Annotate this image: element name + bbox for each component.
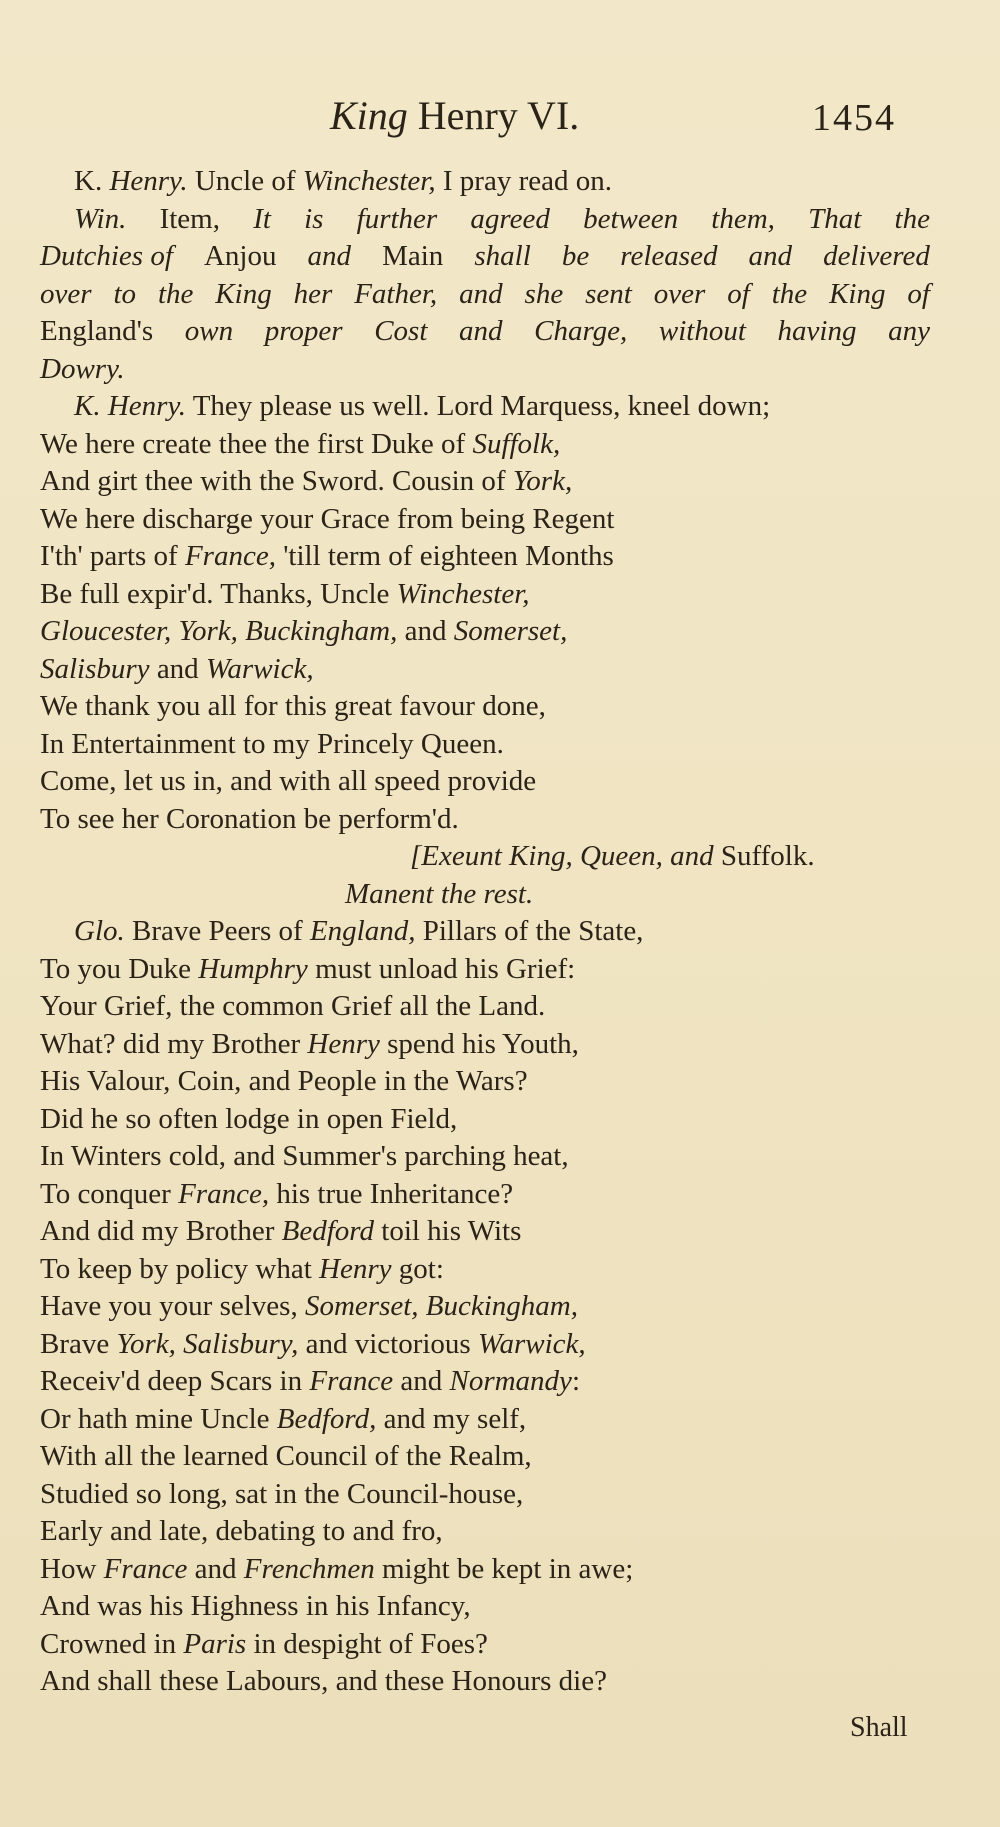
text-segment: Main [382,240,444,272]
text-segment: she [524,277,564,310]
text-segment: and victorious [298,1327,478,1360]
text-line [40,1213,930,1251]
text-segment: And girt thee with the Sword. Cousin of [40,465,513,497]
text-segment: Bedford [281,1215,375,1247]
text-line [40,801,930,839]
text-line [40,1138,930,1176]
play-text [40,163,930,1701]
text-segment: Pillars of the State, [415,915,644,947]
text-segment: Henry [319,1252,392,1285]
running-header [0,92,1000,152]
text-segment: Warwick, [205,652,314,685]
text-segment: Have you your selves, [40,1290,305,1322]
text-segment: I pray read on. [435,165,612,197]
text-line [40,351,930,389]
text-line [40,1476,930,1514]
text-segment: and my self, [376,1402,527,1435]
text-segment: any [888,315,930,347]
text-segment: [Exeunt King, Queen, and [410,840,714,872]
text-segment: having [777,315,857,347]
text-line [40,1663,930,1701]
text-segment: Winchester, [302,165,436,197]
text-segment: Frenchmen [243,1552,375,1585]
text-segment: the [157,277,194,310]
text-segment: Win. [74,202,127,235]
text-segment: his true Inheritance? [269,1177,514,1210]
text-segment: Crowned in [40,1627,184,1660]
text-segment: between [583,202,679,235]
text-line [40,201,930,239]
text-line [40,688,930,726]
text-segment: proper [264,315,343,347]
text-segment: Somerset, Buckingham, [304,1290,578,1322]
text-segment: her [293,277,333,310]
text-segment: Bedford, [276,1402,377,1435]
catchword: Shall [850,1712,908,1743]
text-line [40,951,930,989]
text-segment: over [653,277,706,310]
text-segment: England's [40,315,154,347]
text-segment: further [356,202,438,235]
text-segment: Glo. [74,915,125,947]
text-segment: 'till term of eighteen Months [275,540,614,572]
text-line [40,538,930,576]
text-segment: K. Henry. [74,390,186,422]
text-segment: Uncle of [187,165,303,197]
text-line [40,1513,930,1551]
text-segment: France [103,1552,188,1585]
text-segment: and [187,1552,244,1585]
text-segment: France, [178,1177,270,1210]
text-line [40,501,930,539]
text-segment: France, [184,540,276,572]
text-segment: Suffolk. [713,840,815,872]
text-segment: Studied so long, sat in the Council-house, [40,1477,524,1510]
text-segment: Brave Peers of [124,915,310,947]
text-line [40,1251,930,1289]
text-line [40,388,930,426]
text-segment: It [253,202,271,235]
text-segment: might be kept in awe; [374,1552,634,1585]
text-segment: and [397,615,454,647]
text-segment: To see her Coronation be perform'd. [40,802,459,835]
text-segment: and [307,240,352,272]
text-line [40,876,930,914]
text-segment: be [561,240,590,272]
text-line [40,1063,930,1101]
text-segment: and [459,277,503,310]
text-segment: Early and late, debating to and fro, [40,1515,443,1547]
text-segment: and [393,1365,450,1397]
text-segment: Your Grief, the common Grief all the Land. [40,990,546,1022]
text-line [40,276,930,314]
text-segment: How [40,1552,104,1585]
text-segment: and [149,652,206,685]
text-segment: They please us well. Lord Marquess, kneel down; [185,390,771,422]
text-line [40,613,930,651]
text-segment: We here discharge your Grace from being Regent [40,502,615,535]
text-segment: them, [711,202,775,235]
text-segment: of [727,277,750,310]
text-segment: delivered [823,240,930,272]
text-segment: That [808,202,862,235]
text-segment: And did my Brother [40,1215,282,1247]
text-segment: to [113,277,137,310]
text-segment: Cost [374,315,428,347]
text-segment: Suffolk, [472,427,561,460]
text-line [40,726,930,764]
text-segment: without [658,315,746,347]
text-line [40,988,930,1026]
text-segment: Manent the rest. [345,877,534,910]
text-line [40,1176,930,1214]
text-segment: in despight of Foes? [246,1627,488,1660]
text-segment: France [309,1365,394,1397]
text-line [40,1588,930,1626]
text-segment: Normandy [449,1365,572,1397]
text-segment: Item, [159,202,220,235]
text-segment: Somerset, [453,615,568,647]
text-segment: England, [309,915,416,947]
running-title-italic: King [330,93,408,138]
text-line [40,163,930,201]
text-line [40,1026,930,1064]
text-line [40,426,930,464]
text-line [40,238,930,276]
text-segment: We thank you all for this great favour done, [40,690,546,722]
text-line [40,576,930,614]
text-segment: Charge, [534,315,628,347]
text-segment: Or hath mine Uncle [40,1402,277,1435]
text-segment: And shall these Labours, and these Honours die? [40,1665,607,1697]
text-segment: To you Duke [40,952,199,985]
text-segment: To keep by policy what [40,1252,320,1285]
text-segment: and [459,315,503,347]
text-line [40,463,930,501]
text-segment: and [748,240,793,272]
text-line [40,313,930,351]
text-segment: released [620,240,718,272]
text-segment: Anjou [203,240,277,272]
text-segment: of [907,277,930,310]
text-line [40,1101,930,1139]
text-segment: own [184,315,234,347]
text-line [40,1288,930,1326]
text-line [40,651,930,689]
text-segment: Humphry [198,952,308,985]
text-segment: is [304,202,324,235]
text-segment: got: [391,1252,444,1285]
text-segment: the [894,202,930,235]
text-segment: King [215,277,272,310]
text-segment: With all the learned Council of the Realm, [40,1440,532,1472]
text-segment: Father, [354,277,438,310]
page-number: 1454 [812,97,896,139]
text-line [40,838,930,876]
text-segment: His Valour, Coin, and People in the Wars? [40,1065,528,1097]
text-segment: over [40,277,92,310]
text-segment: agreed [470,202,550,235]
text-segment: York, Salisbury, [116,1327,299,1360]
text-segment: Receiv'd deep Scars in [40,1365,310,1397]
running-title [330,92,579,139]
text-line [40,1326,930,1364]
text-segment: shall [474,240,531,272]
text-segment: Did he so often lodge in open Field, [40,1102,458,1135]
text-segment: K. [74,165,110,197]
running-title-roman: Henry VI. [407,93,580,138]
text-line [40,1438,930,1476]
text-segment: Brave [40,1327,117,1360]
text-segment: Henry. [109,165,188,197]
text-segment: Warwick, [477,1327,586,1360]
text-segment: the [771,277,808,310]
text-segment: Henry [307,1027,380,1060]
text-segment: Gloucester, York, Buckingham, [40,615,398,647]
text-segment: Be full expir'd. Thanks, Uncle [40,577,397,610]
text-segment: must unload his Grief: [307,952,576,985]
text-line [40,1401,930,1439]
text-line [40,1626,930,1664]
text-segment: King [829,277,886,310]
text-segment: In Entertainment to my Princely Queen. [40,727,504,760]
text-segment: Dowry. [40,352,125,385]
text-line [40,1363,930,1401]
text-segment: Winchester, [396,577,530,610]
text-segment: In Winters cold, and Summer's parching heat, [40,1140,569,1172]
text-segment: What? did my Brother [40,1027,308,1060]
text-line [40,1551,930,1589]
text-segment: Salisbury [40,652,150,685]
text-segment: I'th' parts of [40,540,185,572]
text-line [40,763,930,801]
text-segment: We here create thee the first Duke of [40,427,473,460]
text-segment: Paris [183,1627,247,1660]
text-segment: To conquer [40,1177,179,1210]
text-segment: And was his Highness in his Infancy, [40,1590,471,1622]
text-line [40,913,930,951]
text-segment: sent [585,277,632,310]
text-segment: Dutchies of [40,240,173,272]
text-segment: : [571,1365,580,1397]
text-segment: spend his Youth, [379,1027,579,1060]
text-segment: Come, let us in, and with all speed provide [40,765,537,797]
text-segment: York, [512,465,573,497]
text-segment: toil his Wits [374,1215,522,1247]
